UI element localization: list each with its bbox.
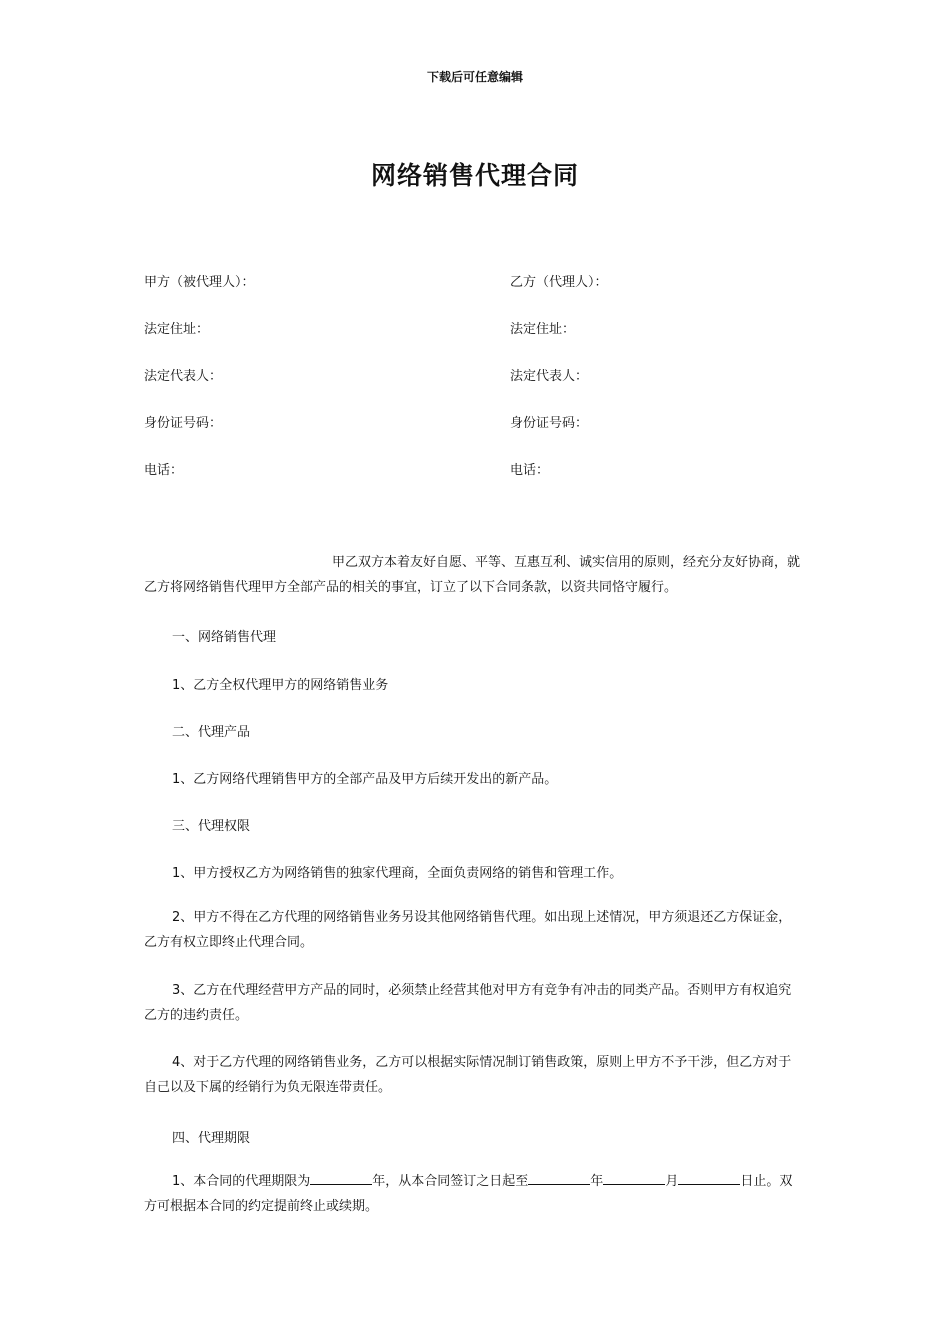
- section-4-item-1: [144, 1169, 804, 1219]
- end-year-blank[interactable]: [528, 1170, 590, 1185]
- end-day-blank[interactable]: [678, 1170, 740, 1185]
- section-2-item-1: 1、乙方网络代理销售甲方的全部产品及甲方后续开发出的新产品。: [172, 772, 558, 787]
- section-1-heading: 一、网络销售代理: [172, 630, 277, 645]
- party-b-id-number: 身份证号码：: [510, 416, 589, 431]
- document-title: 网络销售代理合同: [370, 161, 579, 190]
- section-3-item-3: 3、乙方在代理经营甲方产品的同时，必须禁止经营其他对甲方有竞争有冲击的同类产品。否则甲方有权追究乙方的违约责任。: [144, 983, 792, 1023]
- party-a-address: 法定住址：: [144, 322, 210, 337]
- party-a-phone: 电话：: [144, 463, 184, 478]
- term-years-blank[interactable]: [310, 1170, 372, 1185]
- section-3-item-4: 4、对于乙方代理的网络销售业务，乙方可以根据实际情况制订销售政策，原则上甲方不予干涉，但乙方对于自己以及下属的经销行为负无限连带责任。: [144, 1055, 792, 1095]
- section-3-item-1: 1、甲方授权乙方为网络销售的独家代理商，全面负责网络的销售和管理工作。: [172, 866, 623, 881]
- section-3-heading: 三、代理权限: [172, 819, 251, 834]
- term-text-5: 日止。双方可根据本合同的约定提前终止或续期。: [144, 1174, 793, 1214]
- section-3-item-2: 2、甲方不得在乙方代理的网络销售业务另设其他网络销售代理。如出现上述情况，甲方须退还乙方保证金，乙方有权立即终止代理合同。: [144, 910, 792, 950]
- page-header-note: 下载后可任意编辑: [426, 70, 523, 84]
- term-text-4: 月: [665, 1174, 679, 1189]
- section-1-item-1: 1、乙方全权代理甲方的网络销售业务: [172, 678, 389, 693]
- term-text-2: 年，从本合同签订之日起至: [372, 1174, 529, 1189]
- party-a-id-number: 身份证号码：: [144, 416, 223, 431]
- intro-paragraph: 甲乙双方本着友好自愿、平等、互惠互利、诚实信用的原则，经充分友好协商，就乙方将网络销售代理甲方全部产品的相关的事宜，订立了以下合同条款，以资共同恪守履行。: [144, 555, 801, 595]
- term-text-3: 年: [590, 1174, 604, 1189]
- section-2-heading: 二、代理产品: [172, 725, 251, 740]
- section-4-heading: 四、代理期限: [172, 1131, 251, 1146]
- party-a-representative: 法定代表人：: [144, 369, 223, 384]
- party-b-label: 乙方（代理人）：: [510, 275, 608, 290]
- end-month-blank[interactable]: [603, 1170, 665, 1185]
- party-a-label: 甲方（被代理人）：: [144, 275, 255, 290]
- term-text-1: 1、本合同的代理期限为: [172, 1174, 311, 1189]
- party-b-representative: 法定代表人：: [510, 369, 589, 384]
- party-b-address: 法定住址：: [510, 322, 576, 337]
- party-b-phone: 电话：: [510, 463, 550, 478]
